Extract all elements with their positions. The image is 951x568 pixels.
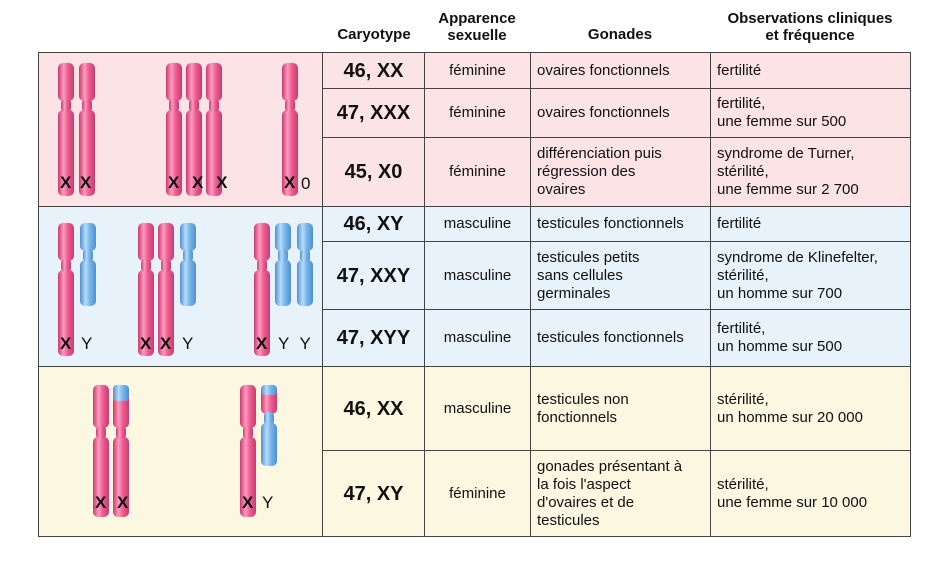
apparence-cell: masculine: [443, 266, 512, 284]
observations-cell: syndrome de Turner, stérilité, une femme sur 2 700: [717, 145, 859, 198]
chromosome-label: X X X: [168, 173, 232, 192]
gonades-cell: ovaires fonctionnels: [537, 104, 670, 121]
header-gonades: Gonades: [587, 26, 653, 43]
chromosome-y: [180, 223, 196, 306]
gonades-cell: gonades présentant à la fois l'aspect d'ovaires et de testicules: [537, 457, 683, 529]
karyotype-cell: 47, XY: [343, 482, 404, 505]
apparence-cell: masculine: [443, 329, 512, 346]
apparence-cell: féminine: [449, 61, 506, 79]
chromosome-label: Y: [81, 334, 93, 353]
chromosome-label: X X: [140, 334, 174, 353]
chromosome-label: 0: [301, 174, 311, 193]
chromosome-y-deleted: [261, 385, 277, 466]
chromosome-label: Y Y: [278, 334, 314, 353]
chromosome-label: Y: [262, 493, 274, 512]
karyotype-cell: 47, XXY: [336, 264, 411, 287]
observations-cell: fertilité, une femme sur 500: [717, 95, 847, 130]
apparence-cell: masculine: [443, 399, 512, 417]
gonades-cell: testicules fonctionnels: [537, 215, 684, 232]
chromosome-label: X X: [60, 173, 94, 192]
observations-cell: stérilité, une femme sur 10 000: [717, 475, 868, 511]
gonades-cell: testicules petits sans cellules germinales: [537, 248, 640, 302]
chromosome-label: X X: [95, 493, 132, 512]
apparence-cell: féminine: [449, 104, 506, 121]
chromosome-label: X: [60, 334, 72, 353]
gonades-cell: ovaires fonctionnels: [537, 61, 670, 79]
apparence-cell: féminine: [449, 163, 506, 180]
observations-cell: syndrome de Klinefelter, stérilité, un homme sur 700: [717, 248, 878, 302]
header-caryotype: Caryotype: [337, 26, 411, 43]
chromosome-y: [275, 223, 291, 306]
apparence-cell: féminine: [449, 484, 506, 502]
header-apparence: Apparence sexuelle: [438, 10, 516, 44]
chromosome-label: X: [242, 493, 254, 512]
karyotype-cell: 45, X0: [344, 161, 403, 183]
gonades-cell: testicules non fonctionnels: [537, 390, 629, 426]
karyotype-cell: 46, XY: [343, 213, 404, 235]
karyotype-cell: 47, XXX: [336, 102, 411, 124]
header-observations: Observations cliniques et fréquence: [727, 10, 893, 44]
karyotype-cell: 46, XX: [343, 397, 404, 420]
chromosome-label: Y: [182, 334, 194, 353]
chromosome-y: [80, 223, 96, 306]
karyotype-cell: 47, XYY: [336, 327, 411, 349]
observations-cell: fertilité: [717, 215, 762, 232]
observations-cell: fertilité: [717, 61, 762, 79]
chromosome-label: X: [284, 173, 296, 192]
observations-cell: stérilité, un homme sur 20 000: [717, 390, 863, 426]
gonades-cell: testicules fonctionnels: [537, 329, 684, 346]
chromosome-label: X: [256, 334, 268, 353]
observations-cell: fertilité, un homme sur 500: [717, 320, 843, 355]
gonades-cell: différenciation puis régression des ovaires: [537, 145, 662, 198]
chromosome-y: [297, 223, 313, 306]
karyotype-cell: 46, XX: [343, 59, 404, 82]
apparence-cell: masculine: [443, 215, 512, 232]
